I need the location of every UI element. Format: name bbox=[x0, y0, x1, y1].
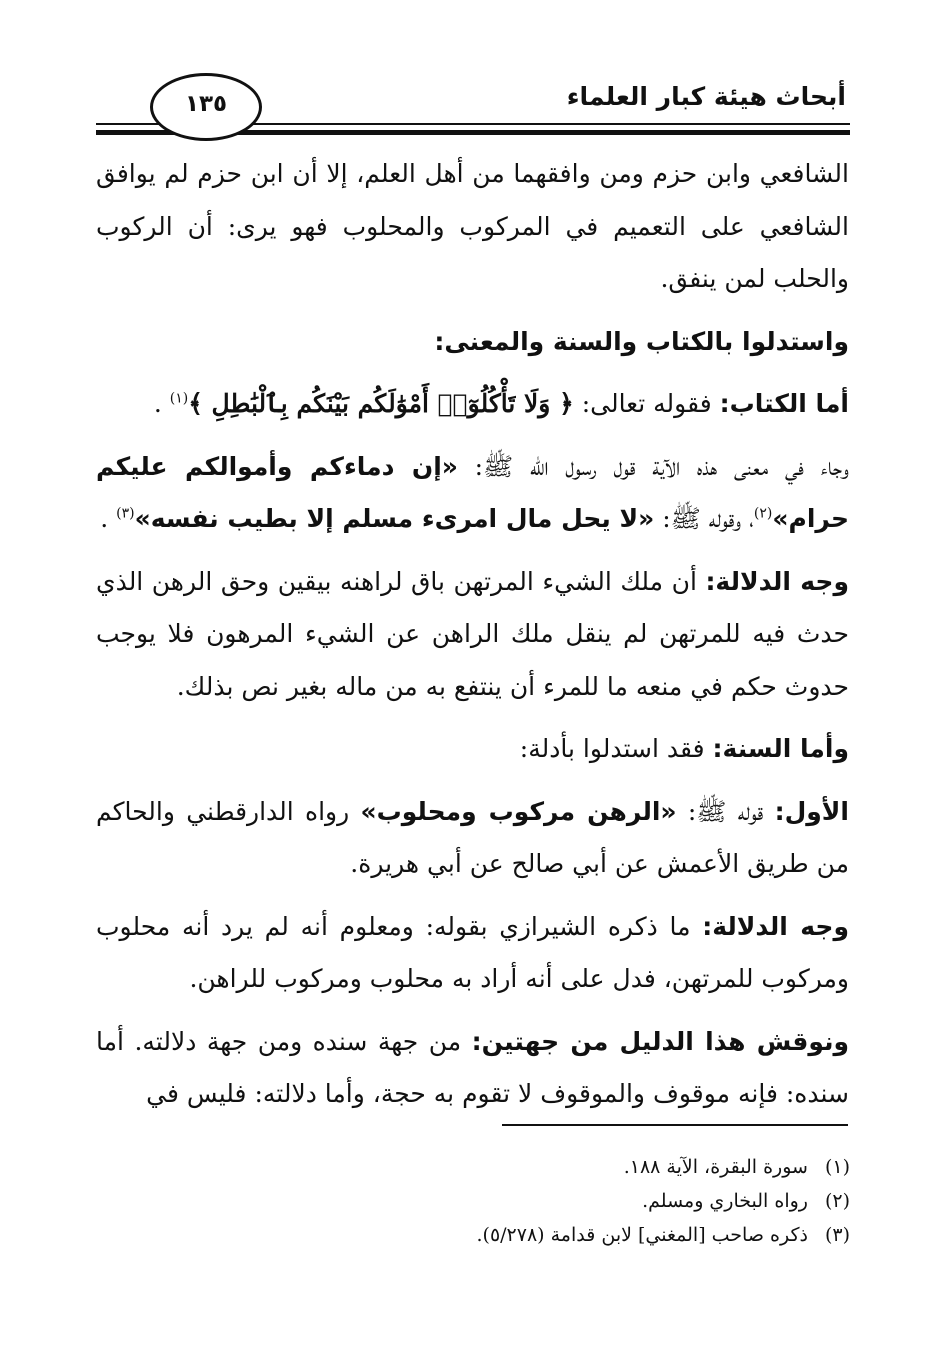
paragraph-7-lead: الأول: bbox=[774, 796, 849, 826]
footnote-1-number: (١) bbox=[824, 1156, 850, 1178]
paragraph-6-text: فقد استدلوا بأدلة: bbox=[519, 734, 705, 763]
hadith-3: «الرهن مركوب ومحلوب» bbox=[360, 796, 677, 826]
footnote-1 bbox=[96, 1150, 850, 1184]
paragraph-2-heading: واستدلوا بالكتاب والسنة والمعنى: bbox=[434, 326, 849, 356]
footnote-3 bbox=[96, 1218, 850, 1252]
paragraph-9 bbox=[96, 1016, 849, 1121]
paragraph-1-text: الشافعي وابن حزم ومن وافقهما من أهل العلم، إلا أن ابن حزم لم يوافق الشافعي على التعميم في المركوب والمحلوب فهو يرى: أن الركوب والحلب لمن ينفق. bbox=[96, 159, 849, 293]
paragraph-8-lead: وجه الدلالة: bbox=[702, 911, 849, 941]
hadith-1: «إن دماءكم وأموالكم عليكم حرام» bbox=[96, 451, 849, 533]
paragraph-7-intro: قوله ﷺ: bbox=[687, 796, 764, 826]
footnote-2 bbox=[96, 1184, 850, 1218]
paragraph-8 bbox=[96, 901, 849, 1006]
paragraph-7-text: رواه الدارقطني والحاكم من طريق الأعمش عن أبي صالح عن أبي هريرة. bbox=[96, 796, 849, 878]
page-number-oval bbox=[150, 73, 262, 141]
footnote-2-number: (٢) bbox=[824, 1190, 850, 1212]
paragraph-4-intro: وجاء في معنى هذه الآية قول رسول الله ﷺ: bbox=[474, 451, 850, 481]
footnotes bbox=[96, 1150, 850, 1252]
paragraph-4-mid: ، وقوله ﷺ: bbox=[662, 504, 754, 533]
paragraph-3-end: . bbox=[153, 389, 162, 418]
paragraph-9-lead: ونوقش هذا الدليل من جهتين: bbox=[471, 1026, 850, 1056]
paragraph-9-text: من جهة سنده ومن جهة دلالته. أما سنده: فإنه موقوف والموقوف لا تقوم به حجة، وأما دلالته: فليس في bbox=[96, 1026, 849, 1108]
footnote-ref-3[interactable]: (٣) bbox=[116, 505, 135, 522]
footnote-1-text: سورة البقرة، الآية ١٨٨. bbox=[623, 1156, 808, 1178]
footnote-separator bbox=[502, 1124, 848, 1126]
paragraph-5-lead: وجه الدلالة: bbox=[705, 566, 849, 596]
paragraph-3-lead: أما الكتاب: bbox=[719, 389, 849, 418]
paragraph-4 bbox=[96, 441, 849, 546]
paragraph-4-end: . bbox=[100, 504, 109, 533]
footnote-3-text: ذكره صاحب [المغني] لابن قدامة (٥/٢٧٨). bbox=[476, 1224, 808, 1246]
paragraph-8-text: ما ذكره الشيرازي بقوله: ومعلوم أنه لم يرد أنه محلوب ومركوب للمرتهن، فدل على أنه أراد به محلوب ومركوب للراهن. bbox=[96, 911, 849, 993]
footnote-ref-1[interactable]: (١) bbox=[169, 390, 189, 407]
paragraph-7 bbox=[96, 786, 849, 891]
paragraph-3-intro: فقوله تعالى: bbox=[581, 389, 712, 418]
hadith-2: «لا يحل مال امرىء مسلم إلا بطيب نفسه» bbox=[134, 504, 655, 533]
paragraph-5 bbox=[96, 556, 849, 714]
running-header-title: أبحاث هيئة كبار العلماء bbox=[566, 82, 846, 111]
paragraph-5-text: أن ملك الشيء المرتهن باق لراهنه بيقين وحق الرهن الذي حدث فيه للمرتهن لم ينقل ملك الراهن عن الشيء المرهون فلا يوجب حدوث حكم في منعه ما للمرء أن ينتفع به من ماله بغير نص بذلك. bbox=[96, 566, 849, 701]
footnote-ref-2[interactable]: (٢) bbox=[753, 505, 773, 522]
page-number: ١٣٥ bbox=[184, 91, 228, 117]
paragraph-6-lead: وأما السنة: bbox=[712, 734, 849, 763]
paragraph-6 bbox=[96, 723, 849, 776]
footnote-2-text: رواه البخاري ومسلم. bbox=[642, 1190, 808, 1212]
paragraph-2 bbox=[96, 316, 849, 369]
footnote-3-number: (٣) bbox=[824, 1224, 850, 1246]
body-text bbox=[96, 148, 849, 1131]
paragraph-3 bbox=[96, 378, 849, 431]
quran-verse: ﴿ وَلَا تَأْكُلُوٓا۟ أَمْوَٰلَكُم بَيْنَكُم بِٱلْبَٰطِلِ ﴾ bbox=[188, 389, 574, 418]
paragraph-1 bbox=[96, 148, 849, 306]
